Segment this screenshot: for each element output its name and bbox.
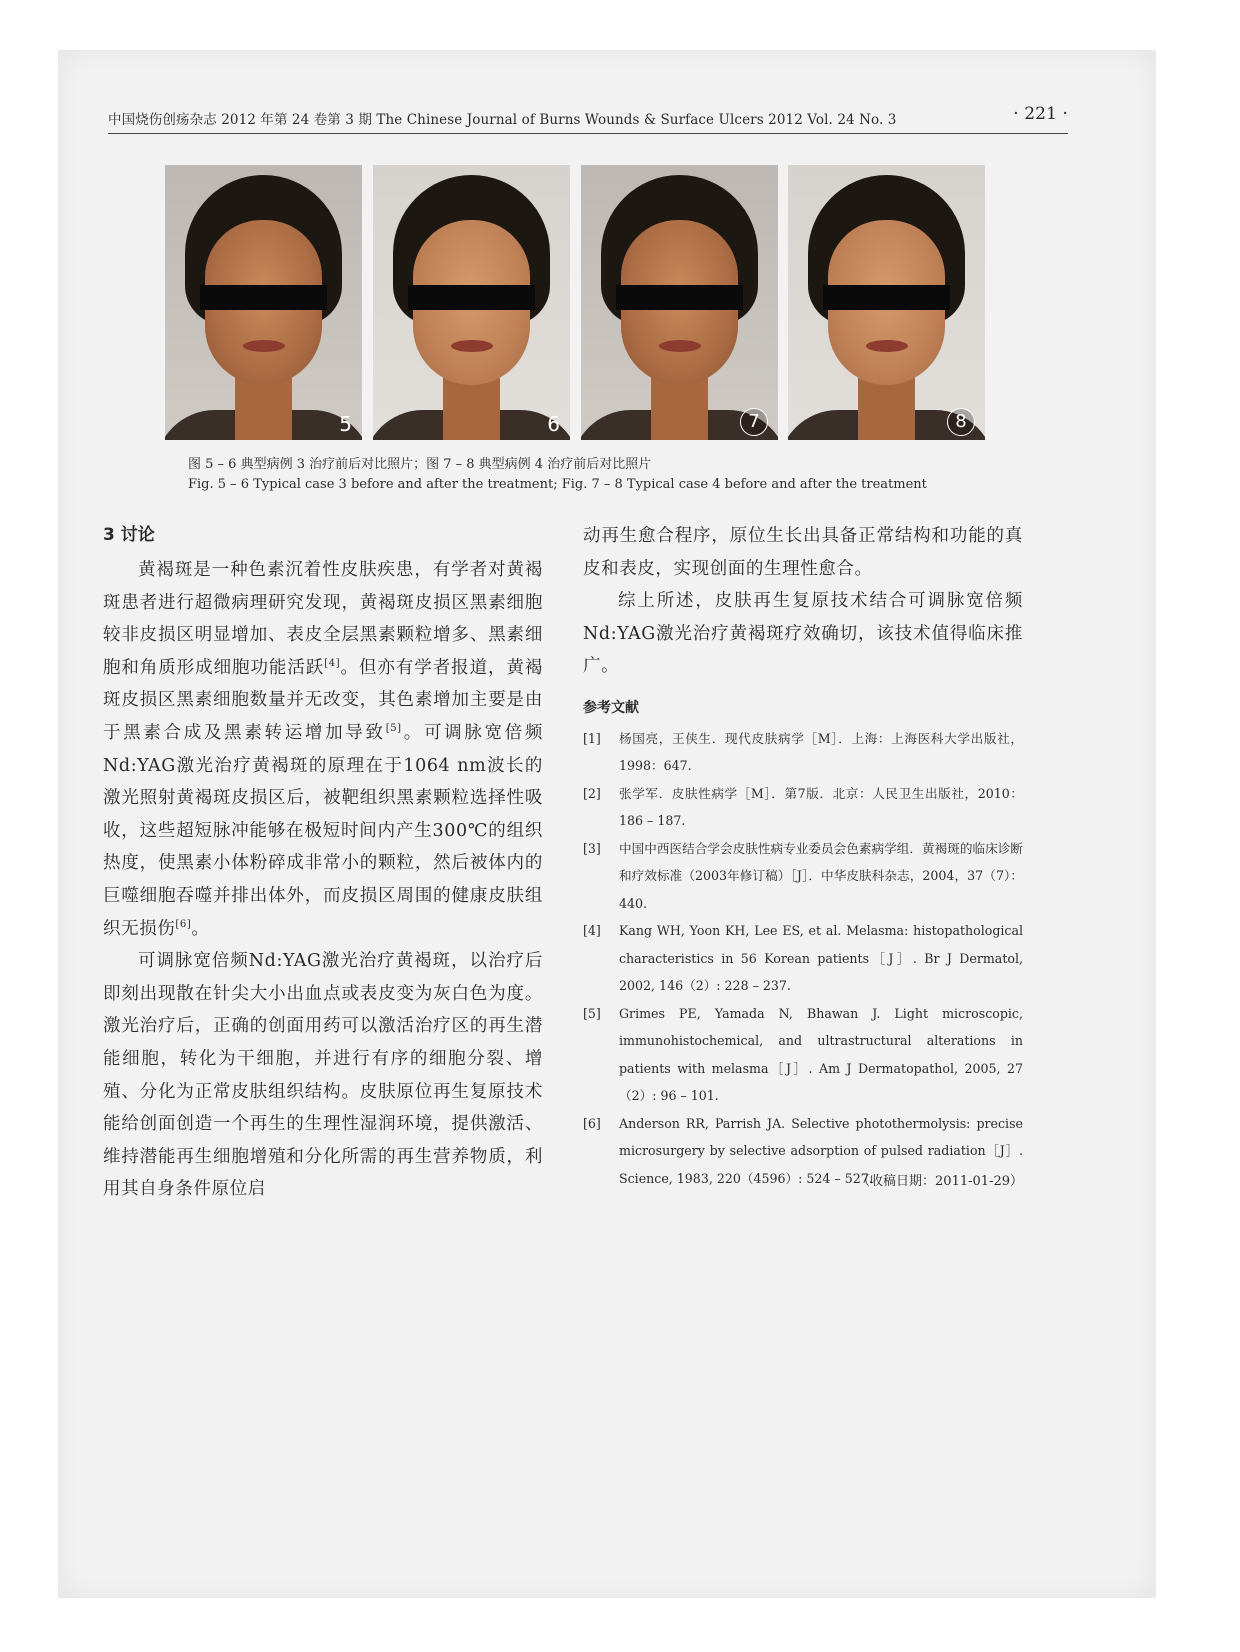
caption-english: Fig. 5 – 6 Typical case 3 before and after the treatment; Fig. 7 – 8 Typical case 4 before and after the treatment bbox=[188, 477, 927, 492]
reference-item: [1] 杨国亮，王侠生．现代皮肤病学［M］．上海：上海医科大学出版社，1998：647. bbox=[583, 730, 1023, 774]
received-date: （收稿日期：2011-01-29） bbox=[857, 1174, 1023, 1189]
reference-item: [3] 中国中西医结合学会皮肤性病专业委员会色素病学组．黄褐斑的临床诊断和疗效标准（2003年修订稿）［J］．中华皮肤科杂志，2004，37（7）：440. bbox=[583, 840, 1023, 911]
photo-label: 6 bbox=[547, 412, 560, 436]
reference-item: [5] Grimes PE, Yamada N, Bhawan J. Light microscopic, immunohistochemical, and ultrastructural alterations in patients with melasma［J］. Am J Dermatopathol, 2005, 27（2）: 96 – 101. bbox=[583, 1005, 1023, 1104]
figure-caption bbox=[188, 455, 948, 495]
page-number: · 221 · bbox=[1013, 104, 1068, 124]
photo-label: 7 bbox=[740, 408, 768, 436]
discussion-paragraph-1: 黄褐斑是一种色素沉着性皮肤疾患，有学者对黄褐斑患者进行超微病理研究发现，黄褐斑皮损区黑素细胞较非皮损区明显增加、表皮全层黑素颗粒增多、黑素细胞和角质形成细胞功能活跃[4]。但亦有学者报道，黄褐斑皮损区黑素细胞数量并无改变，其色素增加主要是由于黑素合成及黑素转运增加导致[5]。可调脉宽倍频Nd:YAG激光治疗黄褐斑的原理在于1064 nm波长的激光照射黄褐斑皮损区后，被靶组织黑素颗粒选择性吸收，这些超短脉冲能够在极短时间内产生300℃的组织热度，使黑素小体粉碎成非常小的颗粒，然后被体内的巨噬细胞吞噬并排出体外，而皮损区周围的健康皮肤组织无损伤[6]。 bbox=[103, 560, 543, 939]
photo-label: 8 bbox=[947, 408, 975, 436]
figure-photos bbox=[165, 165, 1025, 440]
discussion-paragraph-2-cont: 动再生愈合程序，原位生长出具备正常结构和功能的真皮和表皮，实现创面的生理性愈合。 bbox=[583, 526, 1023, 579]
citation-4: [4] bbox=[324, 657, 341, 669]
discussion-paragraph-2: 可调脉宽倍频Nd:YAG激光治疗黄褐斑，以治疗后即刻出现散在针尖大小出血点或表皮变为灰白色为度。激光治疗后，正确的创面用药可以激活治疗区的再生潜能细胞，转化为干细胞，并进行有序的细胞分裂、增殖、分化为正常皮肤组织结构。皮肤原位再生复原技术能给创面创造一个再生的生理性湿润环境，提供激活、维持潜能再生细胞增殖和分化所需的再生营养物质，利用其自身条件原位启 bbox=[103, 951, 543, 1200]
eye-bar bbox=[200, 285, 327, 310]
eye-bar bbox=[616, 285, 743, 310]
section-title: 3 讨论 bbox=[103, 525, 155, 545]
citation-6: [6] bbox=[175, 918, 192, 930]
photo-case3-before bbox=[165, 165, 362, 440]
photo-label: 5 bbox=[339, 412, 352, 436]
journal-line: 中国烧伤创疡杂志 2012 年第 24 卷第 3 期 The Chinese Journal of Burns Wounds & Surface Ulcers 2012 Vol. 24 No. 3 bbox=[108, 112, 897, 128]
running-header bbox=[108, 104, 1068, 134]
references-list bbox=[583, 725, 1023, 1193]
citation-5: [5] bbox=[385, 723, 402, 735]
photo-case4-before bbox=[581, 165, 778, 440]
reference-item: [4] Kang WH, Yoon KH, Lee ES, et al. Melasma: histopathological characteristics in 56 Korean patients［J］. Br J Dermatol, 2002, 146（2）: 228 – 237. bbox=[583, 923, 1023, 994]
photo-case3-after bbox=[373, 165, 570, 440]
eye-bar bbox=[408, 285, 535, 310]
conclusion-paragraph: 综上所述，皮肤再生复原技术结合可调脉宽倍频Nd:YAG激光治疗黄褐斑疗效确切，该技术值得临床推广。 bbox=[583, 591, 1023, 677]
left-column bbox=[103, 520, 543, 1206]
right-column bbox=[583, 520, 1023, 1192]
eye-bar bbox=[823, 285, 950, 310]
reference-item: [6] Anderson RR, Parrish JA. Selective photothermolysis: precise microsurgery by selective adsorption of pulsed radiation［J］. Science, 1983, 220（4596）: 524 – 527. bbox=[583, 1115, 1023, 1186]
caption-chinese: 图 5 – 6 典型病例 3 治疗前后对比照片；图 7 – 8 典型病例 4 治疗前后对比照片 bbox=[188, 457, 652, 472]
references-title: 参考文献 bbox=[583, 699, 639, 716]
photo-case4-after bbox=[788, 165, 985, 440]
reference-item: [2] 张学军．皮肤性病学［M］．第7版．北京：人民卫生出版社，2010：186 – 187. bbox=[583, 785, 1023, 829]
